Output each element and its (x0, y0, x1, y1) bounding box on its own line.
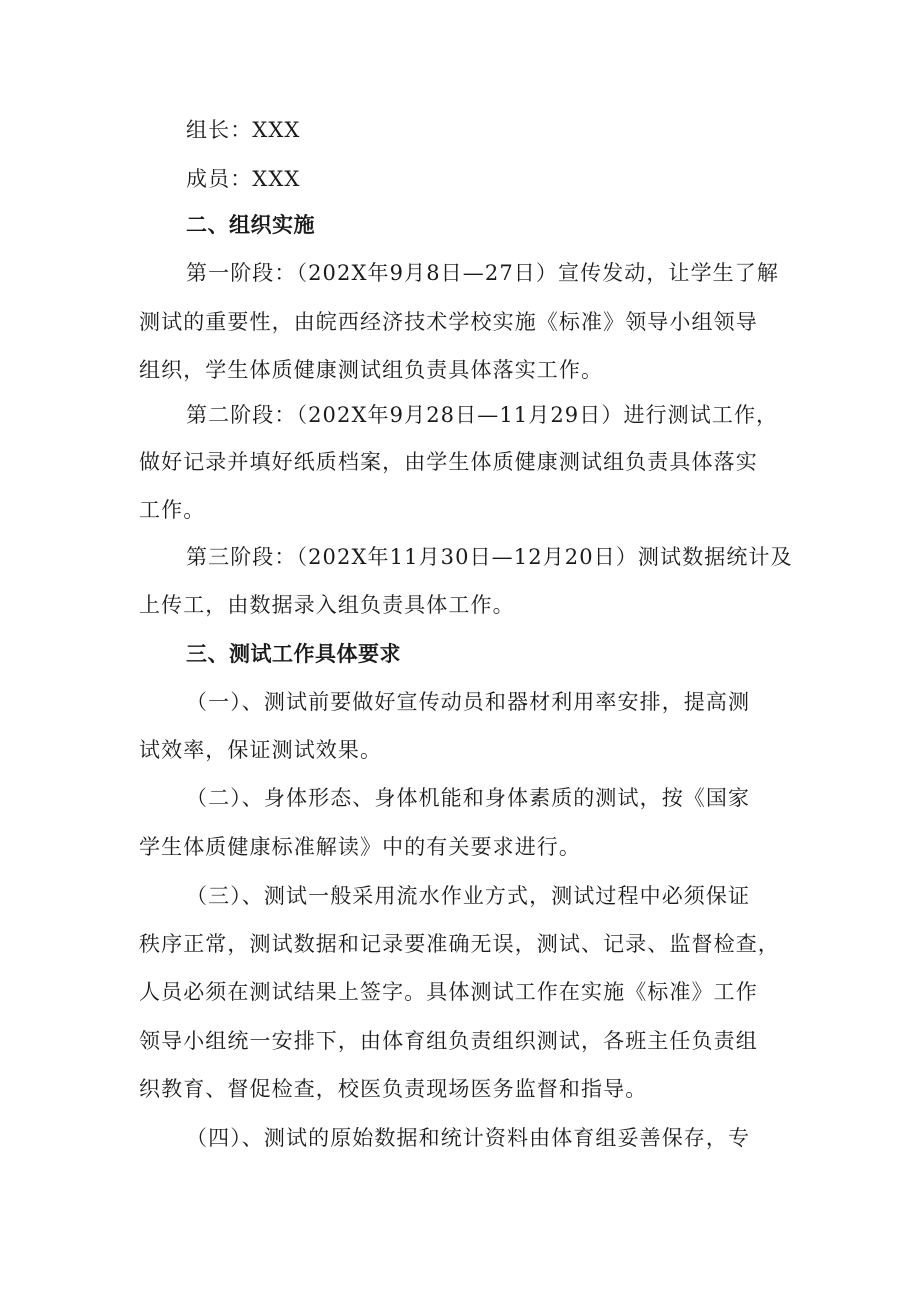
paragraph-line: 领导小组统一安排下，由体育组负责组织测试，各班主任负责组 (139, 1029, 758, 1053)
paragraph-line: 织教育、督促检查，校医负责现场医务监督和指导。 (139, 1077, 648, 1101)
paragraph-line: 试效率，保证测试效果。 (139, 738, 383, 762)
section-2-heading: 二、组织实施 (186, 213, 315, 237)
paragraph-line: （三）、测试一般采用流水作业方式，测试过程中必须保证 (186, 884, 751, 908)
paragraph-line: （二）、身体形态、身体机能和身体素质的测试，按《国家 (186, 786, 751, 810)
paragraph-line: 秩序正常，测试数据和记录要准确无误，测试、记录、监督检查， (139, 932, 780, 956)
paragraph-line: 第一阶段：（202X年9月8日—27日）宣传发动，让学生了解 (186, 261, 779, 285)
paragraph-line: 组织，学生体质健康测试组负责具体落实工作。 (139, 358, 604, 382)
paragraph-line: 测试的重要性，由皖西经济技术学校实施《标准》领导小组领导 (139, 310, 758, 334)
paragraph-line: 工作。 (139, 498, 206, 522)
paragraph-line: 第三阶段：（202X年11月30日—12月20日）测试数据统计及 (186, 545, 793, 569)
paragraph-line: （一）、测试前要做好宣传动员和器材利用率安排，提高测 (186, 690, 751, 714)
paragraph-line: 做好记录并填好纸质档案，由学生体质健康测试组负责具体落实 (139, 450, 758, 474)
section-3-heading: 三、测试工作具体要求 (186, 642, 401, 666)
paragraph-line: 上传工，由数据录入组负责具体工作。 (139, 593, 515, 617)
leader-line: 组长：XXX (186, 118, 301, 142)
paragraph-line: 第二阶段：（202X年9月28日—11月29日）进行测试工作， (186, 403, 779, 427)
paragraph-line: 人员必须在测试结果上签字。具体测试工作在实施《标准》工作 (139, 980, 758, 1004)
paragraph-line: 学生体质健康标准解读》中的有关要求进行。 (139, 835, 581, 859)
member-line: 成员：XXX (186, 167, 301, 191)
paragraph-line: （四）、测试的原始数据和统计资料由体育组妥善保存，专 (186, 1126, 751, 1150)
